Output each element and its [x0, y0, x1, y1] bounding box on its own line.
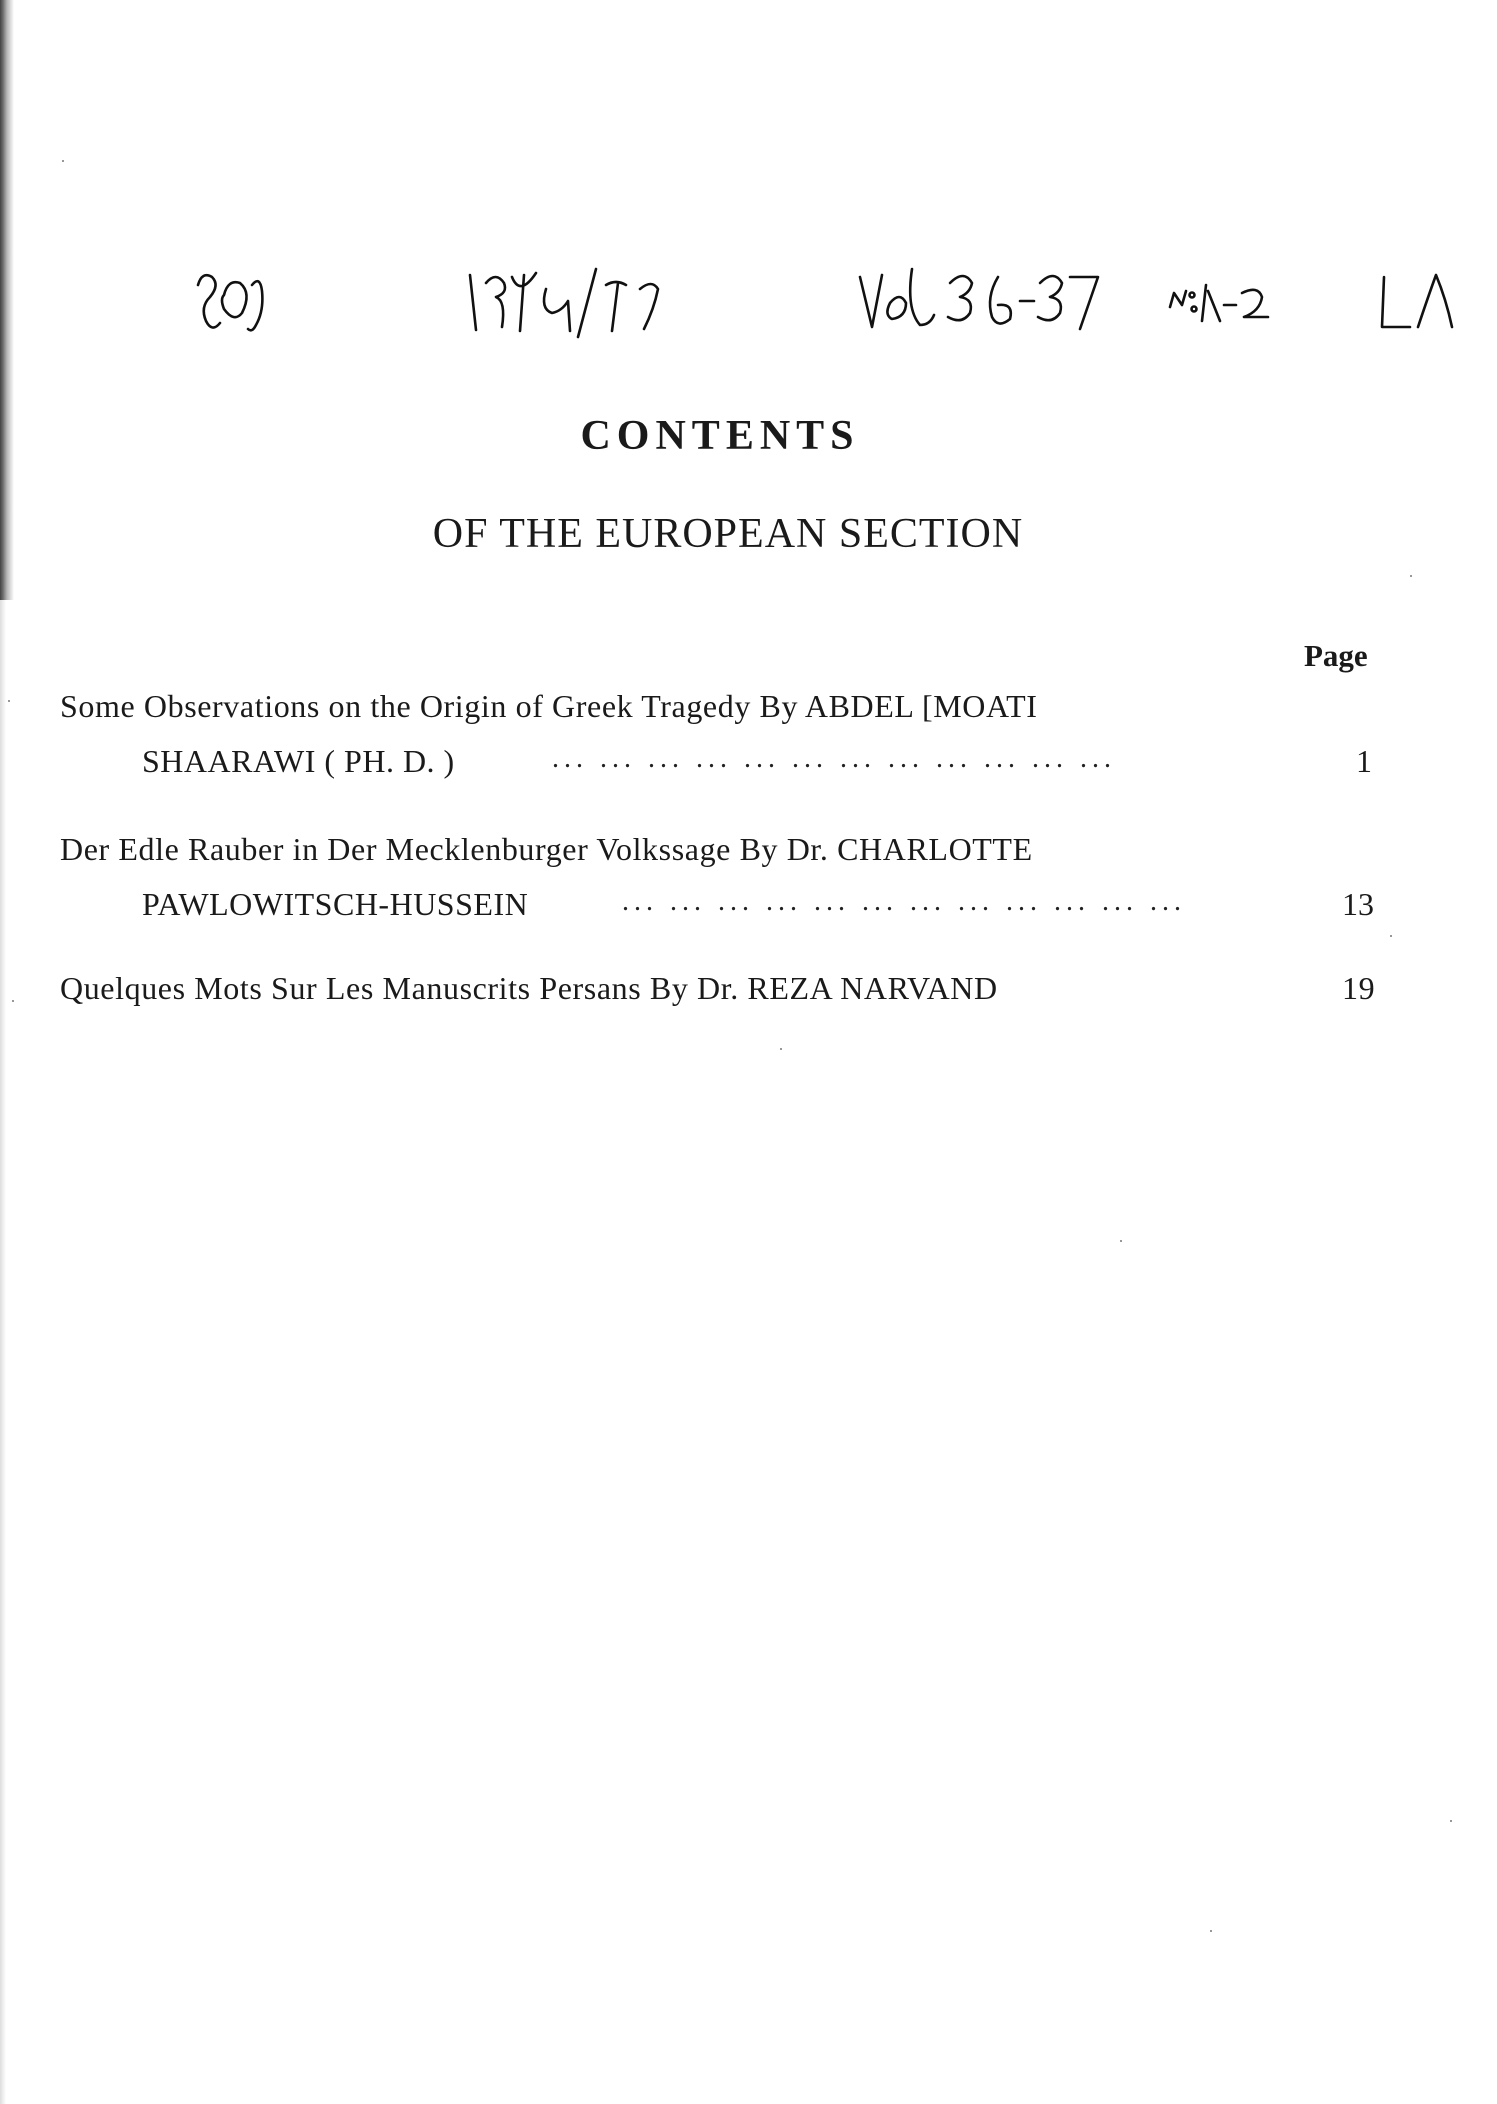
- toc-entry-author: PAWLOWITSCH-HUSSEIN: [142, 886, 529, 922]
- page-column-header: Page: [1304, 638, 1368, 673]
- scan-speck: [62, 160, 64, 162]
- toc-entry-continuation: [142, 743, 1390, 783]
- handwritten-call-number: [0, 255, 1497, 345]
- toc-entry-page-number: 1: [1356, 743, 1372, 779]
- scan-speck: [12, 1000, 14, 1002]
- toc-entry: [60, 970, 1390, 1010]
- toc-entry-page-number: 19: [1342, 970, 1376, 1006]
- toc-entry-page-number: 13: [1342, 886, 1374, 922]
- leader-dots: ... ... ... ... ... ... ... ... ... ... ... ...: [622, 886, 1186, 917]
- toc-entry-title: Some Observations on the Origin of Greek Tragedy By ABDEL [MOATI: [60, 688, 1038, 724]
- toc-entry-author: SHAARAWI ( PH. D. ): [142, 743, 455, 779]
- toc-entry: [60, 688, 1390, 783]
- toc-entry-continuation: [142, 886, 1390, 926]
- scan-edge-shadow-lower: [0, 600, 6, 2104]
- scan-speck: [8, 700, 10, 702]
- leader-dots: ... ... ... ... ... ... ... ... ... ... ... ...: [552, 743, 1116, 774]
- scan-speck: [780, 1048, 782, 1050]
- scan-speck: [1120, 1240, 1122, 1242]
- scan-speck: [1450, 1820, 1452, 1822]
- scan-speck: [1210, 1930, 1212, 1932]
- section-subtitle: OF THE EUROPEAN SECTION: [432, 511, 1024, 557]
- toc-entry: [60, 831, 1390, 926]
- toc-entry-title: Quelques Mots Sur Les Manuscrits Persans By Dr. REZA NARVAND: [60, 970, 998, 1006]
- toc-entry-line: [60, 970, 1390, 1010]
- scan-speck: [1390, 935, 1392, 937]
- handwriting-drawing: [0, 255, 1497, 345]
- scan-speck: [1410, 575, 1412, 577]
- contents-title: CONTENTS: [580, 413, 860, 459]
- toc-entry-title: Der Edle Rauber in Der Mecklenburger Volkssage By Dr. CHARLOTTE: [60, 831, 1033, 867]
